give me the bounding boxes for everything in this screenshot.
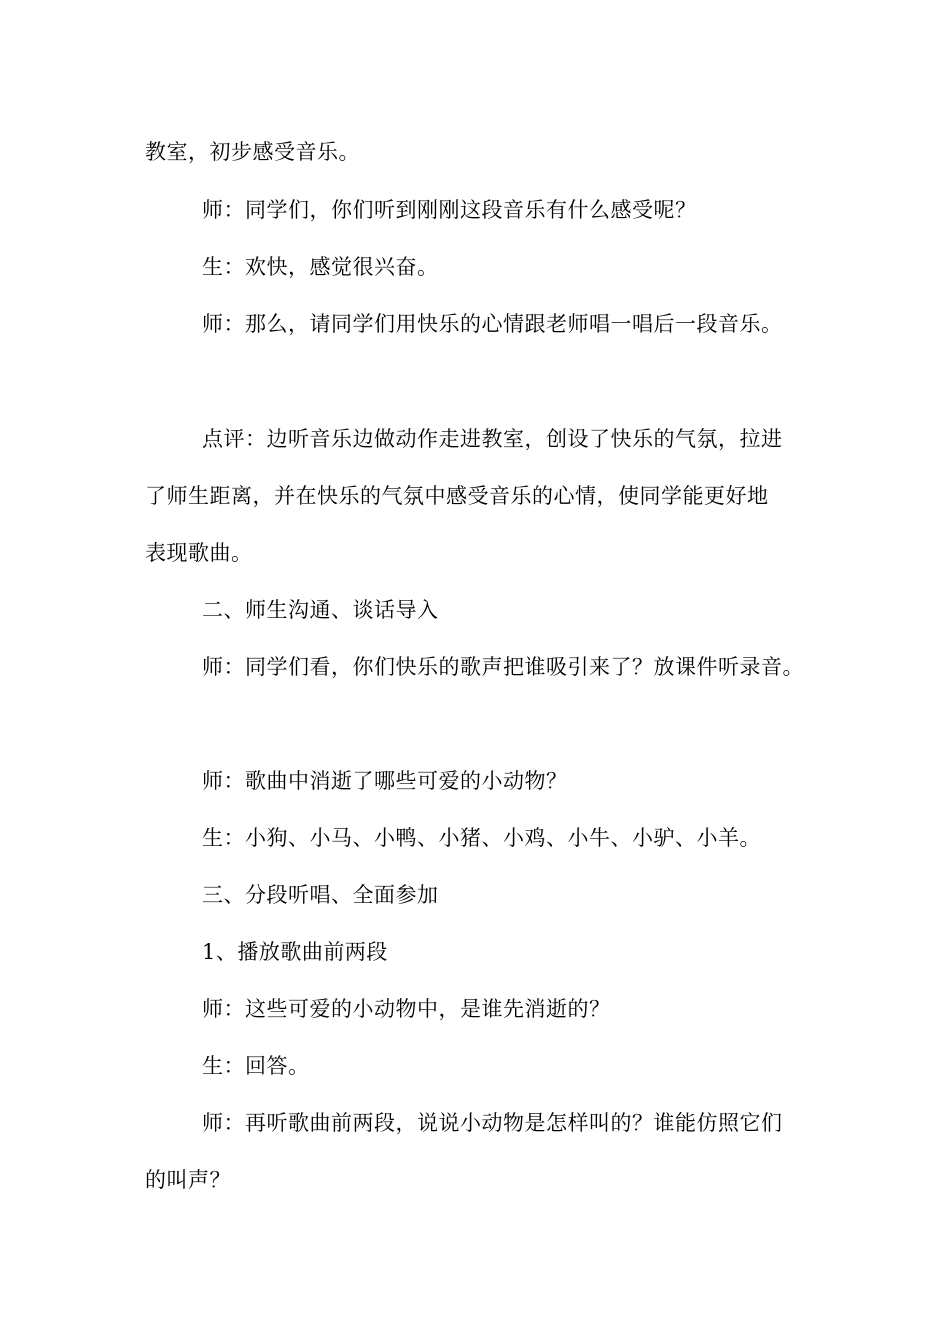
paragraph-line: 师：歌曲中消逝了哪些可爱的小动物？: [202, 769, 568, 793]
paragraph-line: 师：这些可爱的小动物中，是谁先消逝的？: [202, 997, 611, 1021]
paragraph-line: 教室，初步感受音乐。: [145, 140, 360, 164]
paragraph-line: 的叫声？: [145, 1168, 231, 1192]
paragraph-line: 师：那么，请同学们用快乐的心情跟老师唱一唱后一段音乐。: [202, 312, 783, 336]
paragraph-line: 生：欢快，感觉很兴奋。: [202, 255, 439, 279]
paragraph-line: 师：再听歌曲前两段，说说小动物是怎样叫的？谁能仿照它们: [202, 1111, 783, 1135]
paragraph-line: 了师生距离，并在快乐的气氛中感受音乐的心情，使同学能更好地: [145, 484, 769, 508]
section-heading: 二、师生沟通、谈话导入: [202, 598, 439, 622]
section-heading: 三、分段听唱、全面参加: [202, 883, 439, 907]
paragraph-line: 点评：边听音乐边做动作走进教室，创设了快乐的气氛，拉进: [202, 427, 783, 451]
paragraph-line: 师：同学们，你们听到刚刚这段音乐有什么感受呢？: [202, 198, 697, 222]
paragraph-line: 生：小狗、小马、小鸭、小猪、小鸡、小牛、小驴、小羊。: [202, 826, 761, 850]
subsection-heading: 1、播放歌曲前两段: [202, 940, 388, 964]
paragraph-line: 表现歌曲。: [145, 541, 253, 565]
paragraph-line: 师：同学们看，你们快乐的歌声把谁吸引来了？放课件听录音。: [202, 655, 804, 679]
paragraph-line: 生：回答。: [202, 1054, 310, 1078]
